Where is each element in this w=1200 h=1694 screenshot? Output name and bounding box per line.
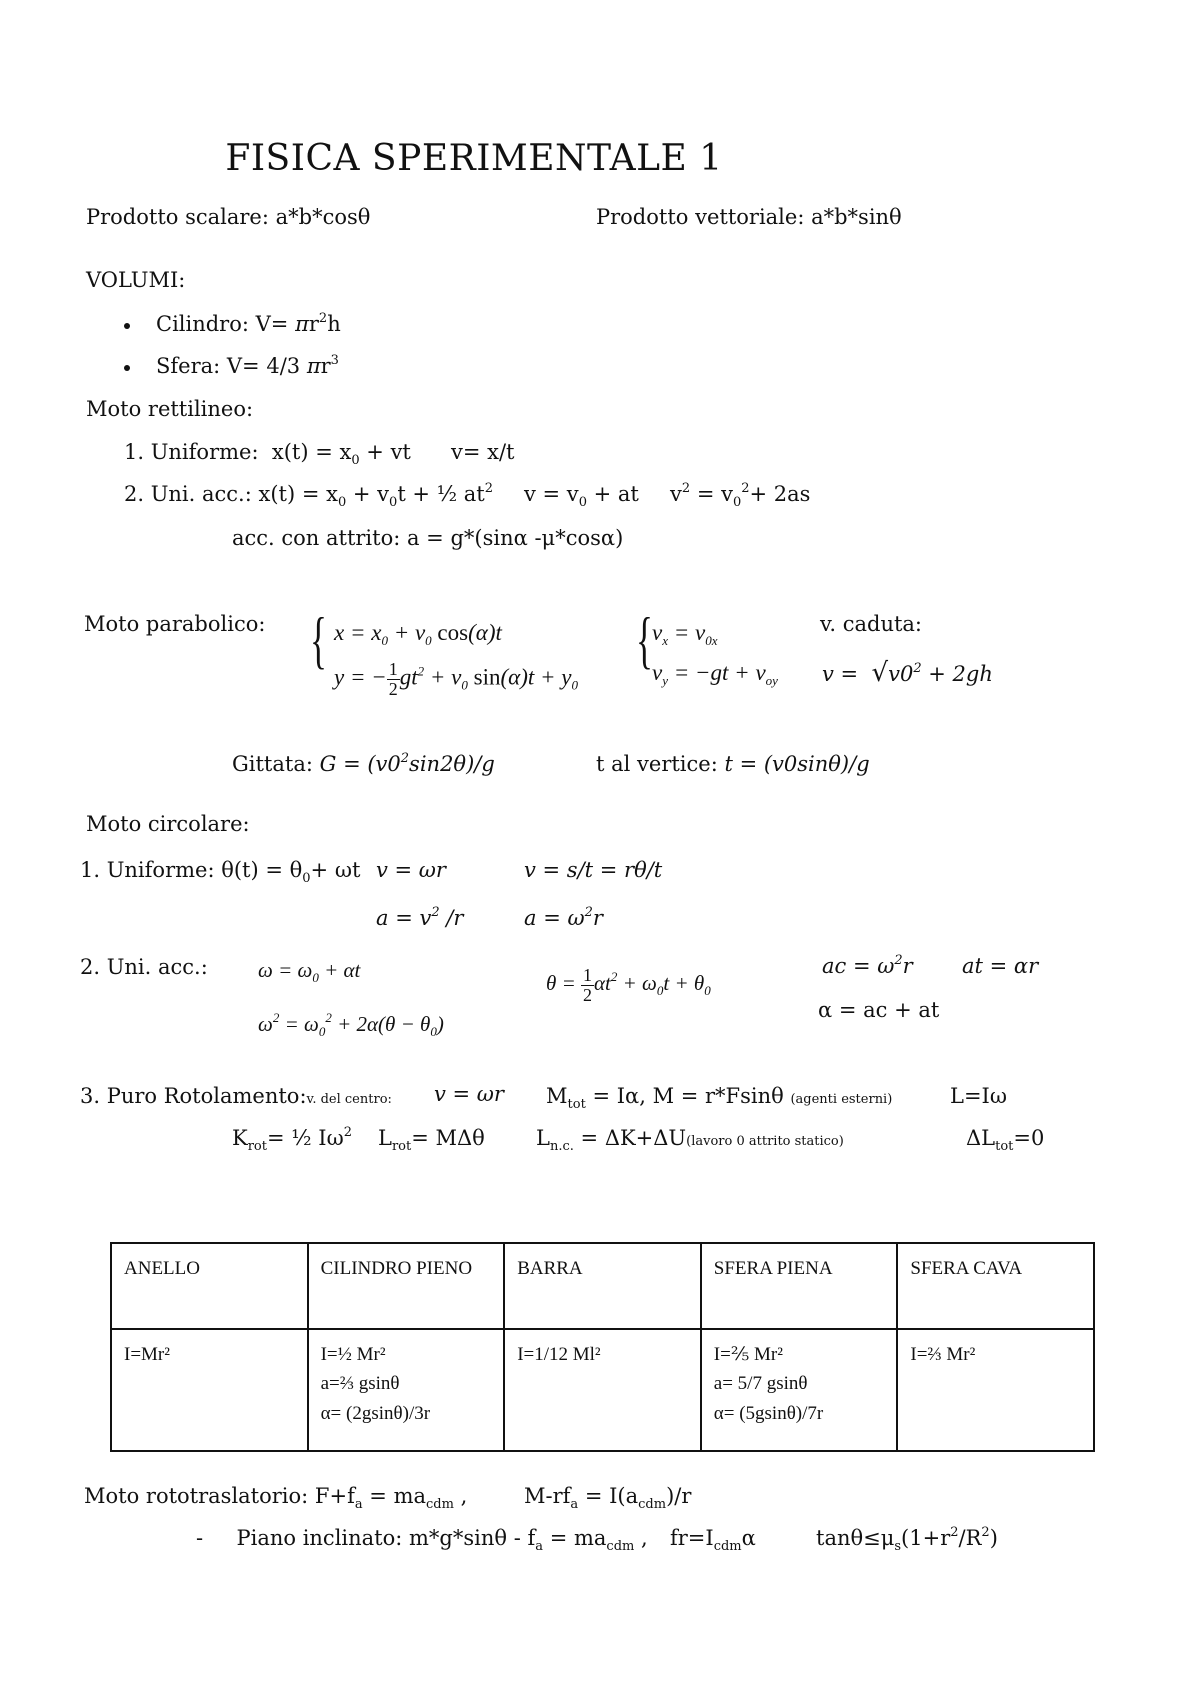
vector-product: Prodotto vettoriale: a*b*sinθ — [596, 205, 902, 229]
rototranslation-torque: $M-rf_a = I(a_{cdm})/r$ — [524, 1484, 692, 1512]
table-header-cell: CILINDRO PIENO — [308, 1243, 505, 1329]
parabolic-y: y = − $\frac{1}{2}gt^2 + v_0$ $\sin(\alpha)t + y_0$ — [334, 659, 578, 699]
circular-v-arc: v = s/t = rθ/t — [524, 858, 663, 882]
angular-momentum: L=Iω — [950, 1084, 1007, 1108]
fall-velocity-label: v. caduta: — [820, 612, 923, 636]
sphere-volume: Sfera: V= 4/3 $\pi r^3$ — [124, 354, 339, 378]
rolling-condition: $\tan\theta\le\mu_s(1+r^2/R^2)$ — [816, 1525, 998, 1554]
scalar-product: Prodotto scalare: a*b*cosθ — [86, 205, 371, 229]
circular-v: v = ωr — [376, 858, 446, 882]
friction-acc: acc. con attrito: a = g*(sinα -μ*cosα) — [232, 526, 624, 550]
centripetal-acc-2: ac = $\omega^2r$ — [822, 953, 913, 978]
vertex-time: t al vertice: t = (v0sinθ)/g — [596, 752, 870, 776]
rototranslation: Moto rototraslatorio: $F+f_a = ma_{cdm}$ , — [84, 1484, 468, 1512]
omega-eq: $\omega = \omega_0 + \alpha t$ — [258, 958, 361, 985]
alpha-sum: α = ac + at — [818, 998, 940, 1022]
inclined-plane: - Piano inclinato: $m*g*\sin\theta - f_a = ma_{cdm}$ , — [196, 1526, 648, 1554]
parabolic-heading: Moto parabolico: — [84, 612, 266, 636]
nonconservative-work: $L_{n.c.}$ = ΔK+ΔU(lavoro 0 attrito statico) — [536, 1126, 844, 1154]
table-header-cell: ANELLO — [111, 1243, 308, 1329]
centripetal-acc: $a = v^2$ /r — [376, 905, 464, 930]
rolling-v: v = ωr — [434, 1082, 504, 1106]
circular-heading: Moto circolare: — [86, 812, 250, 836]
parabolic-x: $x = x_0 + v_0$ cos(α)t — [334, 620, 502, 648]
table-header-cell: SFERA CAVA — [897, 1243, 1094, 1329]
fall-velocity: $v = √v0^2 + 2gh$ — [822, 658, 993, 688]
table-cell-ring: I=Mr² — [111, 1329, 308, 1451]
linear-acc: 2. Uni. acc.: $x(t) = x_0 + v_0t$ + ½ $at^2$ — [124, 481, 493, 510]
cylinder-volume: Cilindro: $V= \pi r^2h$ — [124, 312, 341, 336]
table-cell-solid-sphere: I=⅖ Mr² a= 5/7 gsinθ α= (5gsinθ)/7r — [701, 1329, 898, 1451]
rot-kinetic: $K_{rot}=$ ½ $I\omega^2$ — [232, 1125, 352, 1154]
moments-table — [110, 1242, 1095, 1452]
delta-l: $\Delta L_{tot}=0$ — [966, 1126, 1045, 1154]
linear-uniform: 1. Uniforme: $x(t) = x_0$ + vt — [124, 440, 411, 468]
inclined-torque: $fr=I_{cdm}\alpha$ — [670, 1526, 756, 1554]
centripetal-acc-omega: $a = \omega^2r$ — [524, 905, 603, 930]
table-header-cell: SFERA PIENA — [701, 1243, 898, 1329]
table-cell-hollow-sphere: I=⅔ Mr² — [897, 1329, 1094, 1451]
velocity-y: $v_y = -gt + v_{oy}$ — [652, 660, 778, 688]
table-cell-cylinder: I=½ Mr² a=⅔ gsinθ α= (2gsinθ)/3r — [308, 1329, 505, 1451]
range: Gittata: $G = (v0^2\sin 2\theta)/g$ — [232, 751, 495, 776]
torque: $M_{tot} = I\alpha$, M = r*Fsinθ (agenti esterni) — [546, 1084, 893, 1112]
linear-acc-v2: $v^2 = v_0^2+ 2as$ — [670, 481, 811, 510]
linear-uniform-v: v= x/t — [451, 440, 515, 464]
rot-work: $L_{rot}= M\Delta\theta$ — [378, 1126, 485, 1154]
circular-uniform: 1. Uniforme: $\theta(t) = \theta_0+ \omega t$ — [80, 858, 361, 886]
linear-acc-v: $v = v_0$ + at — [524, 482, 639, 510]
page-title: FISICA SPERIMENTALE 1 — [225, 138, 723, 179]
omega-squared-eq: $\omega^2 = \omega_0^2 + 2\alpha(\theta - \theta_0)$ — [258, 1010, 444, 1039]
volumes-heading: VOLUMI: — [86, 268, 186, 292]
table-header-row — [111, 1243, 1094, 1329]
circular-acc: 2. Uni. acc.: — [80, 955, 208, 979]
table-row — [111, 1329, 1094, 1451]
tangential-acc: at = αr — [962, 954, 1039, 978]
bullet — [124, 365, 130, 371]
brace: { — [310, 604, 327, 675]
velocity-x: $v_x = v_{0x}$ — [652, 620, 718, 648]
theta-eq: θ = $\frac{1}{2}\alpha t^2 + \omega_0t + \theta_0$ — [546, 965, 711, 1005]
linear-heading: Moto rettilineo: — [86, 397, 254, 421]
bullet — [124, 323, 130, 329]
table-header-cell: BARRA — [504, 1243, 701, 1329]
table-cell-bar: I=1/12 Ml² — [504, 1329, 701, 1451]
brace: { — [636, 604, 653, 675]
rolling: 3. Puro Rotolamento:v. del centro: — [80, 1084, 392, 1108]
